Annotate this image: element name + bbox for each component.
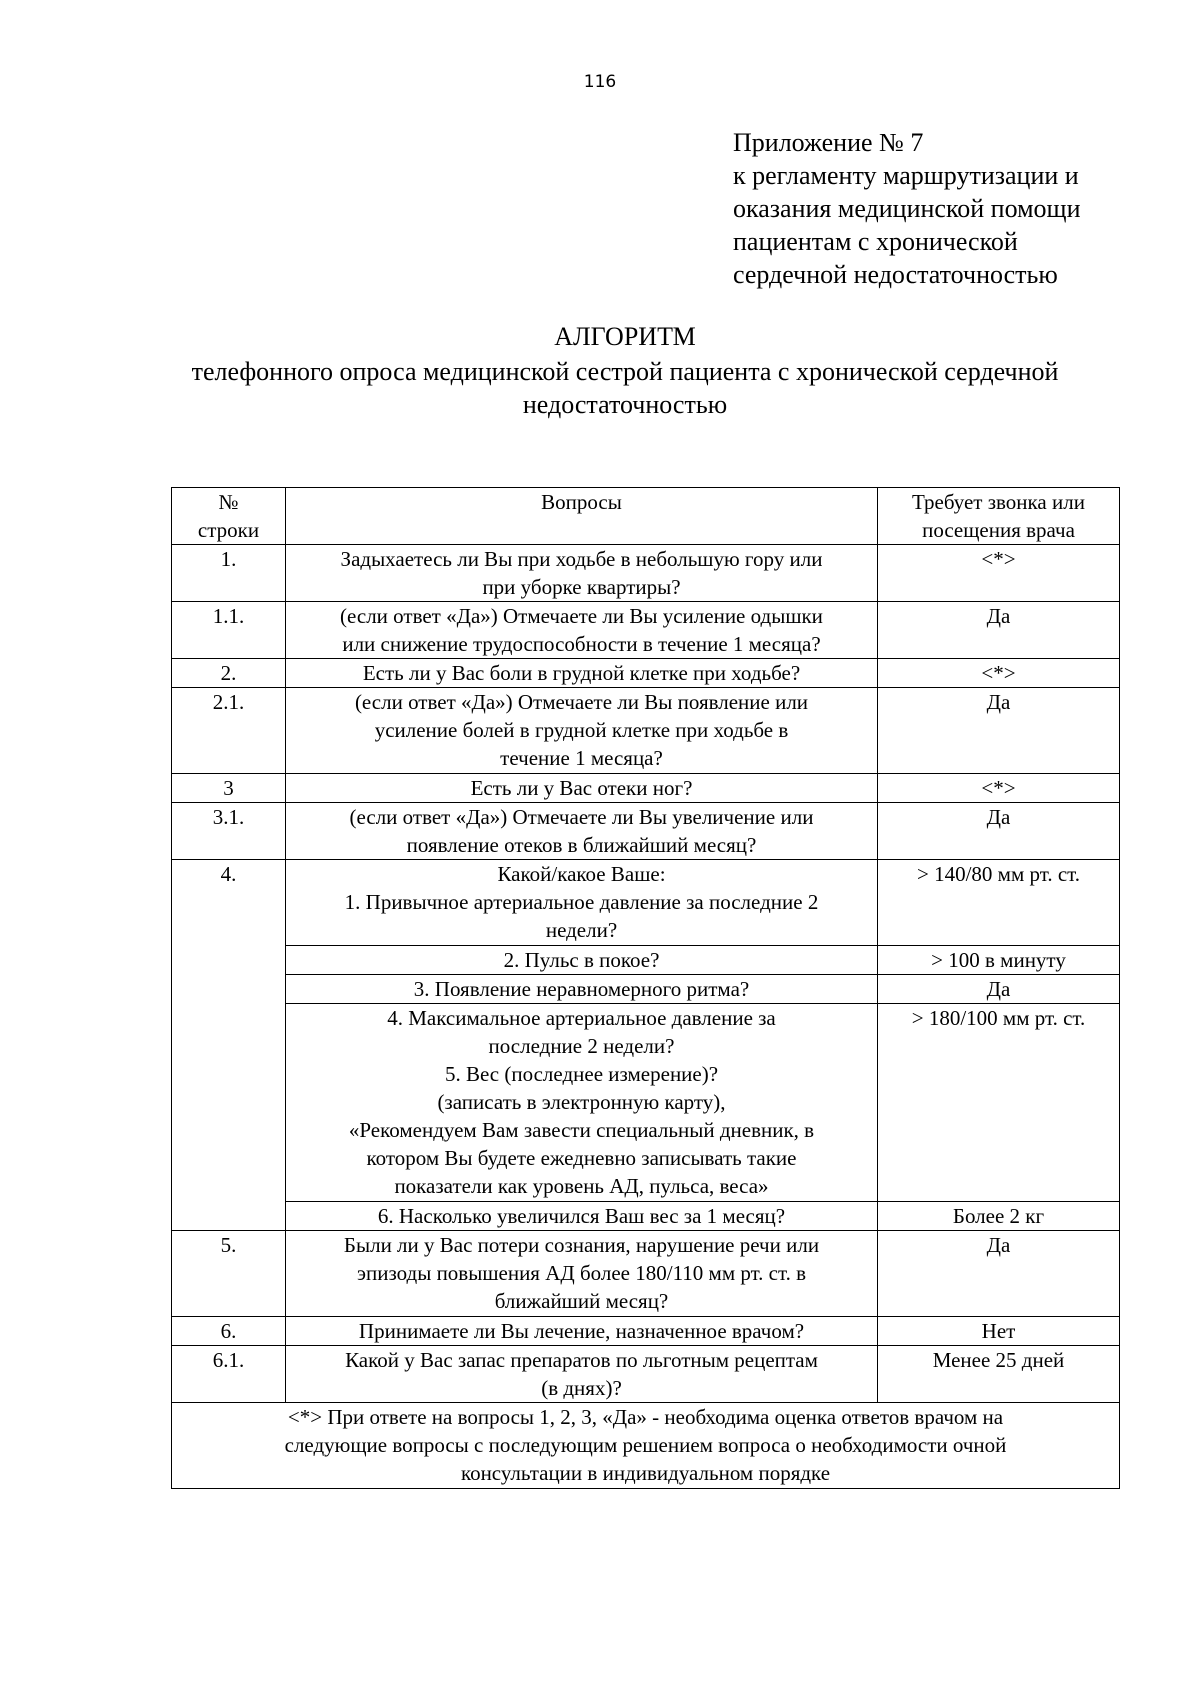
question-line: 3. Появление неравномерного ритма? — [413, 977, 750, 1001]
table-row — [172, 545, 1120, 602]
question-line: (если ответ «Да») Отмечаете ли Вы появление или — [354, 690, 809, 714]
appendix-line: к регламенту маршрутизации и — [733, 161, 1079, 190]
table-row — [172, 1346, 1120, 1403]
question-line: Какой/какое Ваше: — [497, 862, 666, 886]
row-number-cell: 2. — [172, 659, 286, 688]
header-text: посещения врача — [922, 518, 1075, 542]
document-title: АЛГОРИТМ — [554, 322, 696, 351]
header-text: Требует звонка или — [912, 490, 1085, 514]
question-line: ближайший месяц? — [494, 1289, 669, 1313]
question-line: последние 2 недели? — [488, 1034, 675, 1058]
appendix-line: сердечной недостаточностью — [733, 260, 1058, 289]
question-cell — [286, 946, 878, 975]
answer-cell: Да — [878, 688, 1120, 774]
header-num-cell — [172, 488, 286, 545]
answer-cell: > 100 в минуту — [878, 946, 1120, 975]
document-heading — [150, 320, 1100, 421]
footnote-line: консультации в индивидуальном порядке — [460, 1461, 831, 1485]
header-question-cell — [286, 488, 878, 545]
question-cell — [286, 602, 878, 659]
question-line: 6. Насколько увеличился Ваш вес за 1 месяц? — [377, 1204, 786, 1228]
question-line: эпизоды повышения АД более 180/110 мм рт. ст. в — [356, 1261, 807, 1285]
document-subtitle: телефонного опроса медицинской сестрой пациента с хронической сердечной недостаточностью — [191, 357, 1059, 419]
question-cell — [286, 975, 878, 1004]
footnote-cell — [172, 1403, 1120, 1489]
row-number-cell: 2.1. — [172, 688, 286, 774]
appendix-line: Приложение № 7 — [733, 128, 924, 157]
table-row — [172, 688, 1120, 774]
row-number-cell: 4. — [172, 860, 286, 1231]
question-cell — [286, 803, 878, 860]
question-line: 1. Привычное артериальное давление за последние 2 — [344, 890, 819, 914]
table-footnote-row — [172, 1403, 1120, 1489]
row-number-cell: 3 — [172, 774, 286, 803]
question-cell — [286, 1004, 878, 1202]
question-line: 4. Максимальное артериальное давление за — [387, 1006, 776, 1030]
table-row — [172, 1231, 1120, 1317]
appendix-line: пациентам с хронической — [733, 227, 1018, 256]
table-row — [172, 1317, 1120, 1346]
answer-cell: Да — [878, 803, 1120, 860]
table-row — [172, 659, 1120, 688]
question-line: при уборке квартиры? — [482, 575, 681, 599]
question-line: (записать в электронную карту), — [437, 1090, 726, 1114]
question-line: «Рекомендуем Вам завести специальный дневник, в — [348, 1118, 815, 1142]
answer-cell: Да — [878, 602, 1120, 659]
answer-cell: <*> — [878, 659, 1120, 688]
question-line: появление отеков в ближайший месяц? — [406, 833, 757, 857]
answer-cell: > 140/80 мм рт. ст. — [878, 860, 1120, 946]
question-line: Какой у Вас запас препаратов по льготным рецептам — [345, 1348, 818, 1372]
question-line: показатели как уровень АД, пульса, веса» — [394, 1174, 769, 1198]
table-row — [172, 602, 1120, 659]
question-cell — [286, 659, 878, 688]
question-cell — [286, 1317, 878, 1346]
row-number-cell: 1. — [172, 545, 286, 602]
table-row — [172, 975, 1120, 1004]
header-text: Вопросы — [541, 490, 622, 514]
question-cell — [286, 1231, 878, 1317]
answer-cell: <*> — [878, 545, 1120, 602]
question-line: Есть ли у Вас отеки ног? — [470, 776, 693, 800]
answer-cell: Менее 25 дней — [878, 1346, 1120, 1403]
table-row — [172, 946, 1120, 975]
row-number-cell: 6.1. — [172, 1346, 286, 1403]
row-number-cell: 1.1. — [172, 602, 286, 659]
question-line: (в днях)? — [541, 1376, 622, 1400]
answer-cell: <*> — [878, 774, 1120, 803]
question-line: усиление болей в грудной клетке при ходьбе в — [374, 718, 789, 742]
question-cell — [286, 1346, 878, 1403]
question-cell — [286, 774, 878, 803]
row-number-cell: 5. — [172, 1231, 286, 1317]
question-line: (если ответ «Да») Отмечаете ли Вы усиление одышки — [340, 604, 823, 628]
survey-table — [171, 487, 1120, 1489]
appendix-note — [733, 126, 1173, 291]
table-row — [172, 803, 1120, 860]
header-answer-cell — [878, 488, 1120, 545]
row-number-cell: 6. — [172, 1317, 286, 1346]
question-line: котором Вы будете ежедневно записывать такие — [366, 1146, 797, 1170]
question-line: Принимаете ли Вы лечение, назначенное врачом? — [358, 1319, 805, 1343]
question-line: или снижение трудоспособности в течение 1 месяца? — [342, 632, 821, 656]
header-text: строки — [197, 518, 260, 542]
answer-cell: > 180/100 мм рт. ст. — [878, 1004, 1120, 1202]
question-line: 5. Вес (последнее измерение)? — [444, 1062, 719, 1086]
footnote-line: <*> При ответе на вопросы 1, 2, 3, «Да» - необходима оценка ответов врачом на — [287, 1405, 1004, 1429]
question-cell — [286, 545, 878, 602]
question-line: Есть ли у Вас боли в грудной клетке при ходьбе? — [362, 661, 801, 685]
answer-cell: Да — [878, 975, 1120, 1004]
question-cell — [286, 1202, 878, 1231]
question-line: Задыхаетесь ли Вы при ходьбе в небольшую гору или — [340, 547, 823, 571]
answer-cell: Более 2 кг — [878, 1202, 1120, 1231]
row-number-cell: 3.1. — [172, 803, 286, 860]
table-row — [172, 860, 1120, 946]
table-row — [172, 774, 1120, 803]
question-line: течение 1 месяца? — [500, 746, 663, 770]
question-line: недели? — [545, 918, 618, 942]
footnote-line: следующие вопросы с последующим решением вопроса о необходимости очной — [284, 1433, 1007, 1457]
question-line: 2. Пульс в покое? — [503, 948, 660, 972]
table-row — [172, 1004, 1120, 1202]
appendix-line: оказания медицинской помощи — [733, 194, 1081, 223]
question-line: (если ответ «Да») Отмечаете ли Вы увеличение или — [349, 805, 814, 829]
question-line: Были ли у Вас потери сознания, нарушение речи или — [343, 1233, 820, 1257]
answer-cell: Нет — [878, 1317, 1120, 1346]
question-cell — [286, 860, 878, 946]
table-row — [172, 1202, 1120, 1231]
question-cell — [286, 688, 878, 774]
header-text: № — [218, 490, 239, 514]
table-header-row — [172, 488, 1120, 545]
answer-cell: Да — [878, 1231, 1120, 1317]
page-number: 116 — [583, 72, 617, 92]
